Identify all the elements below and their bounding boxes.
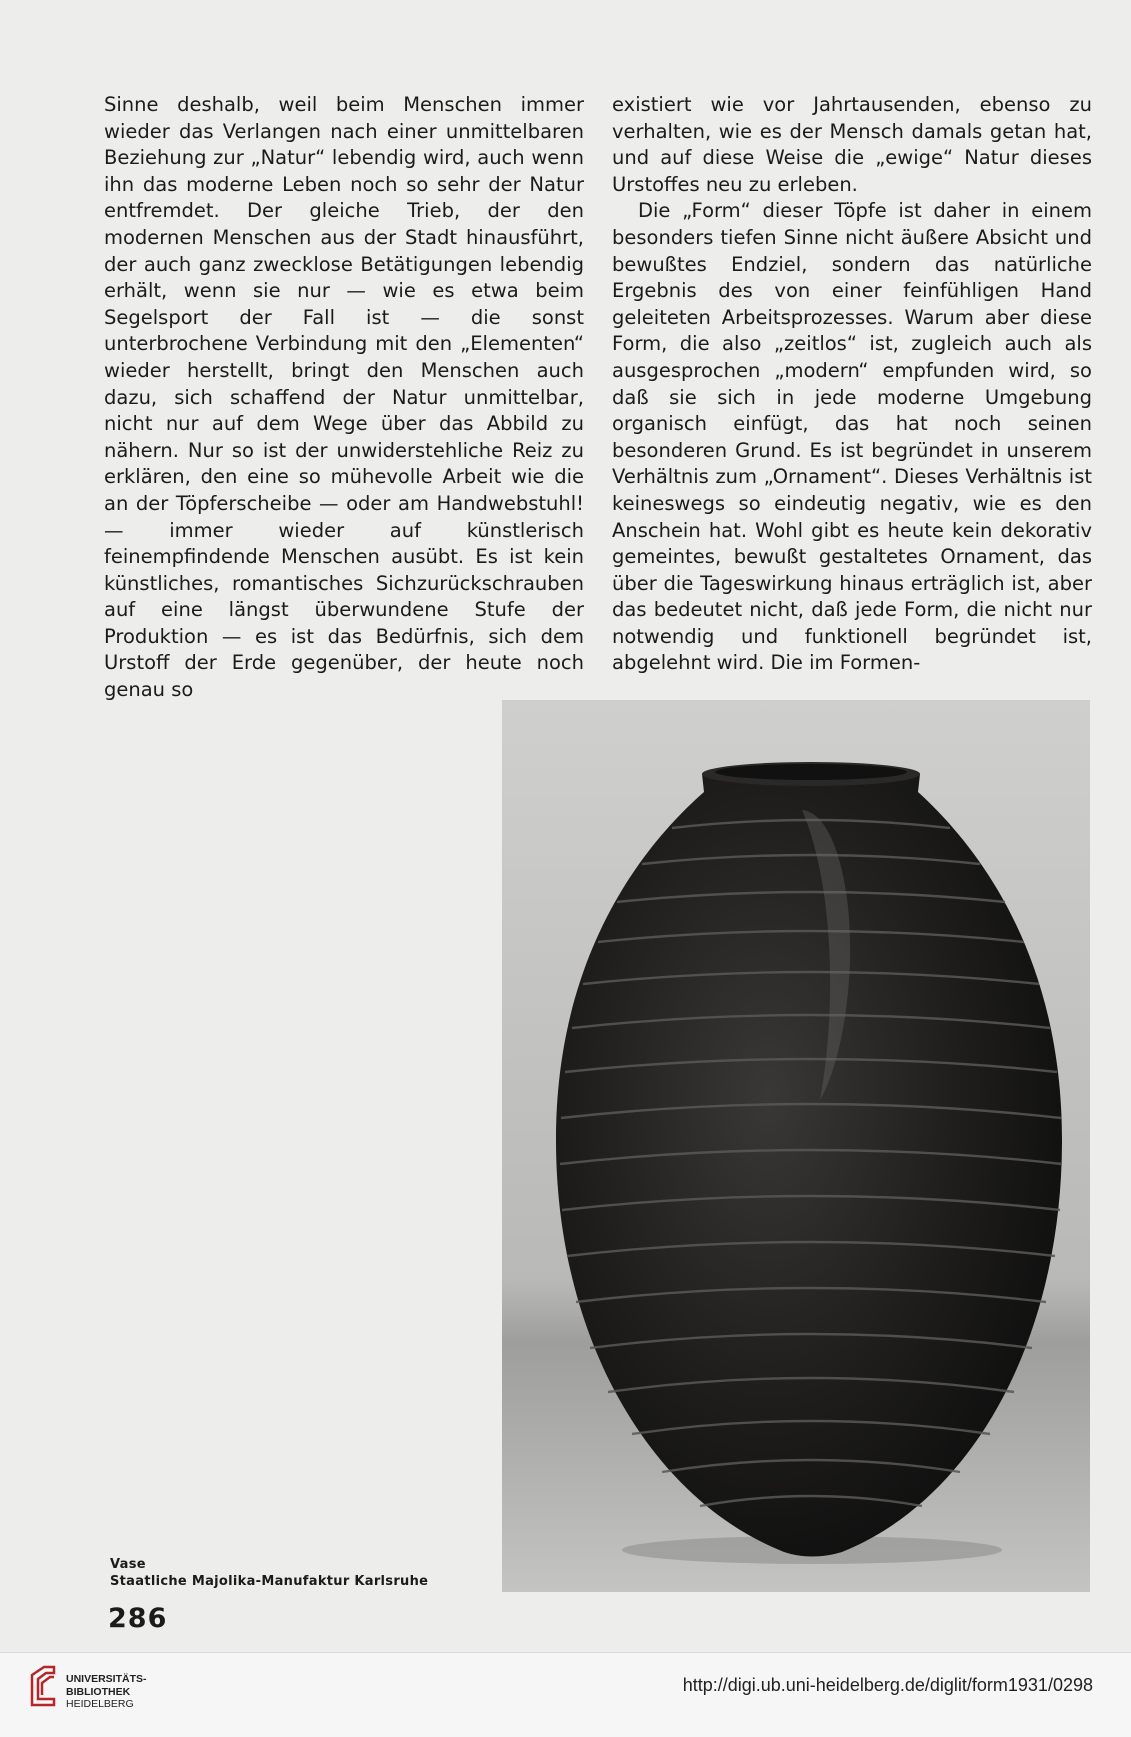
body-paragraph: Sinne deshalb, weil beim Menschen immer wieder das Verlangen nach einer unmittelbaren Beziehung zur „Natur“ lebendig wird, auch wenn ihn das moderne Leben noch so sehr der Natur entfremdet. Der gleiche Trieb, der den modernen Menschen aus der Stadt hinausführt, der auch ganz zwecklose Betätigungen lebendig erhält, wenn sie nur — wie es etwa beim Segelsport der Fall ist — die sonst unterbrochene Verbindung mit den „Elementen“ wieder herstellt, bringt den Menschen auch dazu, sich schaffend der Natur unmittelbar, nicht nur auf dem Wege über das Abbild zu nähern. Nur so ist der unwiderstehliche Reiz zu erklären, den eine so mühevolle Arbeit wie die an der Töpferscheibe — oder am Handwebstuhl! — immer wieder auf künstlerisch feinempfindende Menschen ausübt. Es ist kein künstliches, romantisches Sichzurückschrauben auf eine längst überwundene Stufe der Produktion — es ist das Bedürfnis, sich dem Urstoff der Erde gegenüber, der heute noch genau so <box>104 93 584 702</box>
library-name <box>66 1673 147 1711</box>
library-logo-icon <box>28 1665 58 1707</box>
library-footer <box>0 1652 1131 1737</box>
source-url-link[interactable]: http://digi.ub.uni-heidelberg.de/diglit/form1931/0298 <box>682 1675 1093 1695</box>
library-name-line: BIBLIOTHEK <box>66 1685 131 1698</box>
caption-title: Vase <box>110 1557 146 1572</box>
library-name-line: UNIVERSITÄTS- <box>66 1673 147 1685</box>
text-column-right <box>612 92 1092 677</box>
caption-credit: Staatliche Majolika-Manufaktur Karlsruhe <box>110 1574 429 1589</box>
library-name-line: HEIDELBERG <box>66 1698 134 1710</box>
body-paragraph: existiert wie vor Jahrtausenden, ebenso zu verhalten, wie es der Mensch damals getan hat, und auf diese Weise die „ewige“ Natur dieses Urstoffes neu zu erleben. <box>612 93 1092 196</box>
figure-caption <box>110 1556 428 1590</box>
body-paragraph: Die „Form“ dieser Töpfe ist daher in einem besonders tiefen Sinne nicht äußere Absicht und bewußtes Endziel, sondern das natürliche Ergebnis des von einer feinfühligen Hand geleiteten Arbeitsprozesses. Warum aber diese Form, die also „zeitlos“ ist, zugleich auch als ausgesprochen „modern“ empfunden wird, so daß sie sich in jede moderne Umgebung organisch einfügt, das hat noch seinen besonderen Grund. Es ist begründet in unserem Verhältnis zum „Ornament“. Dieses Verhältnis ist keineswegs so eindeutig negativ, wie es den Anschein hat. Wohl gibt es heute kein dekorativ gemeintes, bewußt gestaltetes Ornament, das über die Tageswirkung hinaus erträglich ist, aber das bedeutet nicht, daß jede Form, die nicht nur notwendig und funktionell begründet ist, abgelehnt wird. Die im Formen- <box>612 199 1092 675</box>
vase-photograph <box>502 700 1090 1592</box>
text-column-left <box>104 92 584 704</box>
page-number: 286 <box>108 1603 168 1634</box>
